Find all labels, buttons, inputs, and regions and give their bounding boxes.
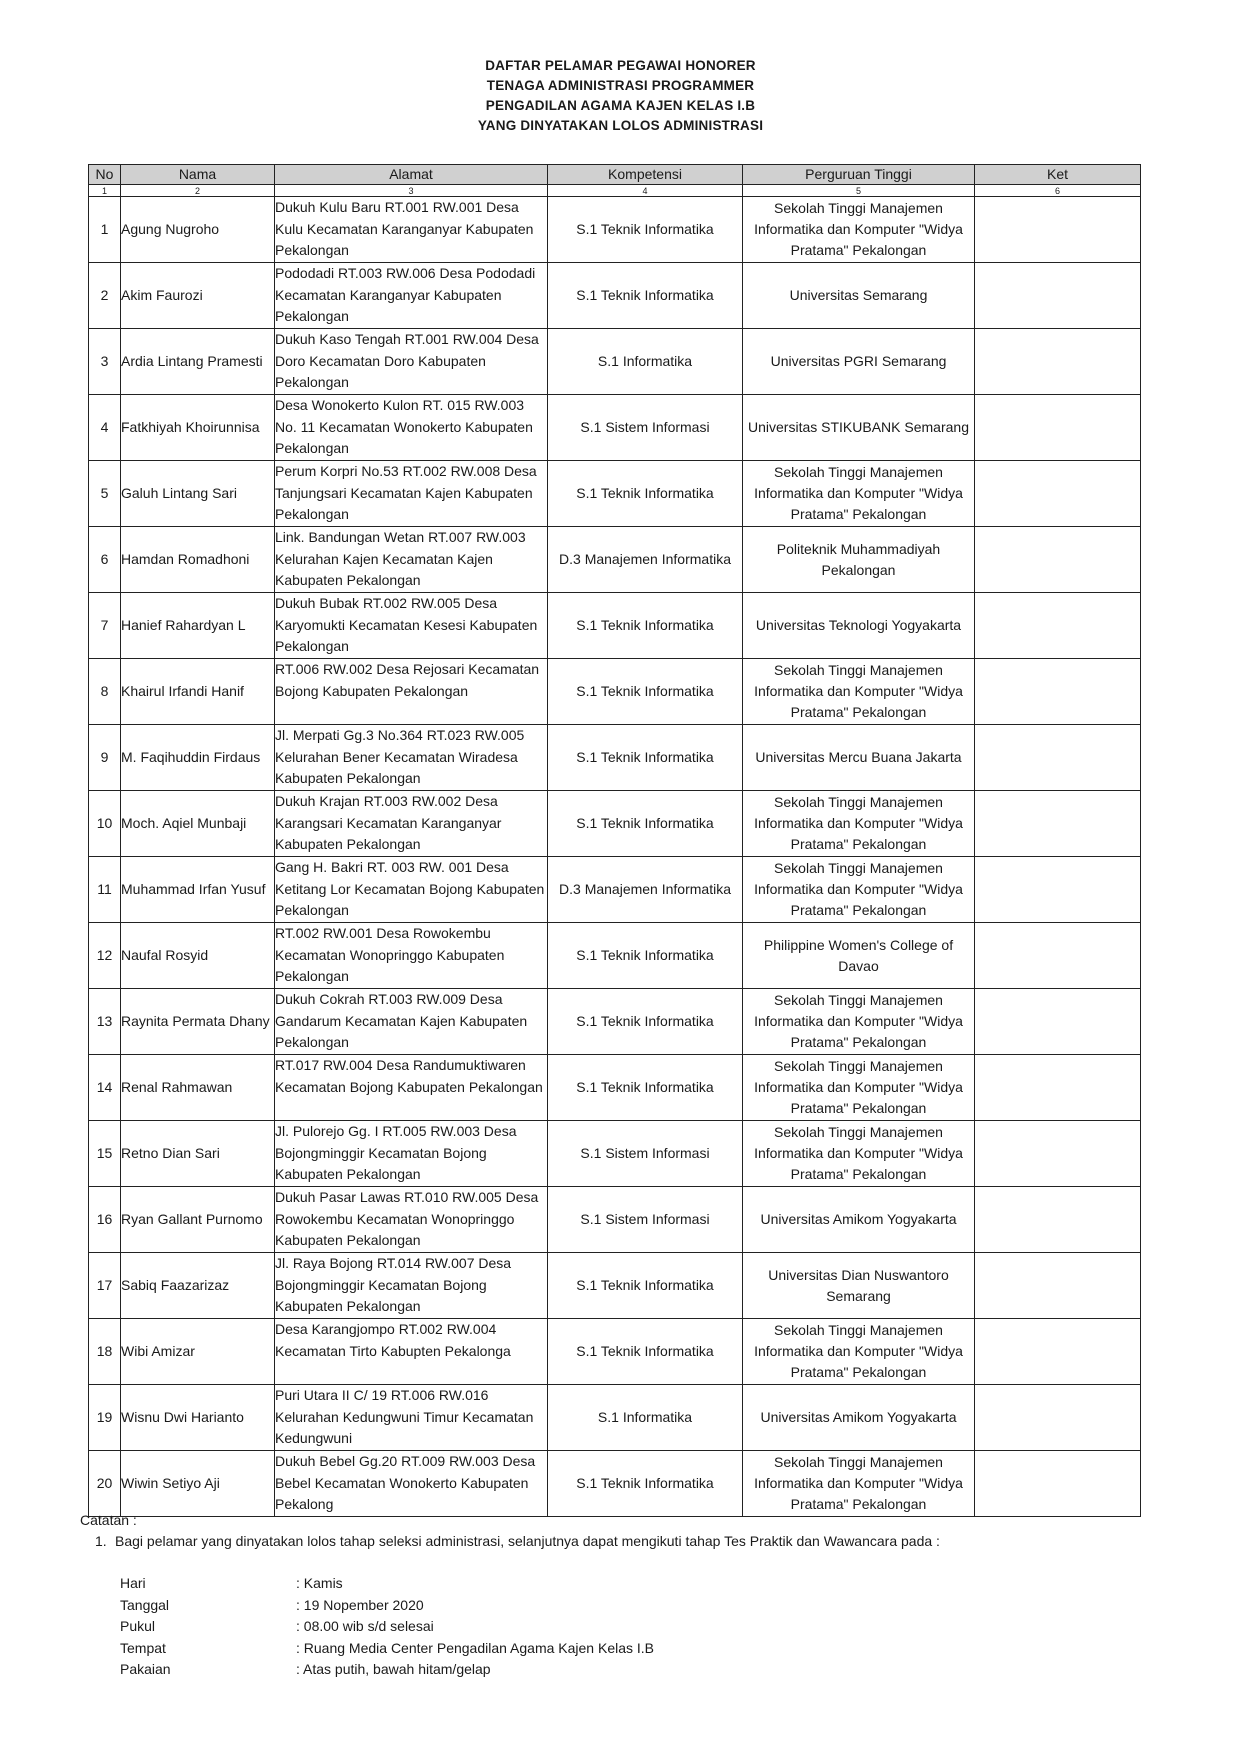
cell-ket bbox=[975, 725, 1141, 791]
cell-nama: Naufal Rosyid bbox=[121, 923, 275, 989]
cell-alamat: Jl. Pulorejo Gg. I RT.005 RW.003 Desa Bojongminggir Kecamatan Bojong Kabupaten Pekalongan bbox=[275, 1121, 548, 1187]
cell-kompetensi: S.1 Sistem Informasi bbox=[548, 1187, 743, 1253]
cell-perguruan-tinggi: Universitas STIKUBANK Semarang bbox=[743, 395, 975, 461]
cell-nama: Sabiq Faazarizaz bbox=[121, 1253, 275, 1319]
cell-ket bbox=[975, 461, 1141, 527]
cell-perguruan-tinggi: Sekolah Tinggi Manajemen Informatika dan Komputer "Widya Pratama" Pekalongan bbox=[743, 197, 975, 263]
cell-perguruan-tinggi: Sekolah Tinggi Manajemen Informatika dan Komputer "Widya Pratama" Pekalongan bbox=[743, 461, 975, 527]
note-number: 1. bbox=[95, 1533, 107, 1549]
column-number: 3 bbox=[275, 185, 548, 197]
table-row bbox=[89, 1121, 1141, 1187]
table-row bbox=[89, 791, 1141, 857]
table-row bbox=[89, 197, 1141, 263]
cell-kompetensi: S.1 Teknik Informatika bbox=[548, 593, 743, 659]
cell-kompetensi: S.1 Sistem Informasi bbox=[548, 395, 743, 461]
cell-perguruan-tinggi: Universitas PGRI Semarang bbox=[743, 329, 975, 395]
cell-nama: Ryan Gallant Purnomo bbox=[121, 1187, 275, 1253]
table-row bbox=[89, 857, 1141, 923]
table-row bbox=[89, 461, 1141, 527]
cell-alamat: Jl. Merpati Gg.3 No.364 RT.023 RW.005 Kelurahan Bener Kecamatan Wiradesa Kabupaten Pekalongan bbox=[275, 725, 548, 791]
cell-nama: Wiwin Setiyo Aji bbox=[121, 1451, 275, 1517]
cell-no: 6 bbox=[89, 527, 121, 593]
column-number-row bbox=[89, 185, 1141, 197]
schedule-label: Tanggal bbox=[120, 1596, 170, 1613]
cell-no: 8 bbox=[89, 659, 121, 725]
header-alamat: Alamat bbox=[275, 165, 548, 185]
title-line-4: YANG DINYATAKAN LOLOS ADMINISTRASI bbox=[477, 118, 764, 133]
cell-nama: Muhammad Irfan Yusuf bbox=[121, 857, 275, 923]
cell-no: 5 bbox=[89, 461, 121, 527]
title-line-1: DAFTAR PELAMAR PEGAWAI HONORER bbox=[485, 58, 756, 73]
cell-no: 16 bbox=[89, 1187, 121, 1253]
cell-alamat: Dukuh Kaso Tengah RT.001 RW.004 Desa Doro Kecamatan Doro Kabupaten Pekalongan bbox=[275, 329, 548, 395]
cell-no: 20 bbox=[89, 1451, 121, 1517]
cell-perguruan-tinggi: Politeknik Muhammadiyah Pekalongan bbox=[743, 527, 975, 593]
cell-alamat: Link. Bandungan Wetan RT.007 RW.003 Kelurahan Kajen Kecamatan Kajen Kabupaten Pekalongan bbox=[275, 527, 548, 593]
cell-alamat: Dukuh Cokrah RT.003 RW.009 Desa Gandarum Kecamatan Kajen Kabupaten Pekalongan bbox=[275, 989, 548, 1055]
cell-perguruan-tinggi: Universitas Dian Nuswantoro Semarang bbox=[743, 1253, 975, 1319]
note-item bbox=[80, 1531, 940, 1552]
cell-perguruan-tinggi: Sekolah Tinggi Manajemen Informatika dan Komputer "Widya Pratama" Pekalongan bbox=[743, 1451, 975, 1517]
cell-perguruan-tinggi: Philippine Women's College of Davao bbox=[743, 923, 975, 989]
cell-kompetensi: S.1 Informatika bbox=[548, 329, 743, 395]
applicant-table bbox=[88, 164, 1141, 1517]
cell-perguruan-tinggi: Universitas Semarang bbox=[743, 263, 975, 329]
cell-kompetensi: S.1 Teknik Informatika bbox=[548, 725, 743, 791]
cell-alamat: RT.002 RW.001 Desa Rowokembu Kecamatan Wonopringgo Kabupaten Pekalongan bbox=[275, 923, 548, 989]
cell-perguruan-tinggi: Universitas Mercu Buana Jakarta bbox=[743, 725, 975, 791]
cell-kompetensi: S.1 Teknik Informatika bbox=[548, 659, 743, 725]
cell-kompetensi: D.3 Manajemen Informatika bbox=[548, 527, 743, 593]
column-number: 6 bbox=[975, 185, 1141, 197]
cell-ket bbox=[975, 329, 1141, 395]
cell-no: 1 bbox=[89, 197, 121, 263]
cell-ket bbox=[975, 1451, 1141, 1517]
table-row bbox=[89, 395, 1141, 461]
cell-alamat: Desa Karangjompo RT.002 RW.004 Kecamatan Tirto Kabupten Pekalonga bbox=[275, 1319, 548, 1385]
schedule-value: : Ruang Media Center Pengadilan Agama Kajen Kelas I.B bbox=[296, 1639, 655, 1656]
cell-nama: Ardia Lintang Pramesti bbox=[121, 329, 275, 395]
header-nama: Nama bbox=[121, 165, 275, 185]
cell-ket bbox=[975, 1055, 1141, 1121]
table-header-row bbox=[89, 165, 1141, 185]
cell-alamat: RT.017 RW.004 Desa Randumuktiwaren Kecamatan Bojong Kabupaten Pekalongan bbox=[275, 1055, 548, 1121]
cell-no: 7 bbox=[89, 593, 121, 659]
cell-no: 10 bbox=[89, 791, 121, 857]
cell-nama: Khairul Irfandi Hanif bbox=[121, 659, 275, 725]
cell-perguruan-tinggi: Universitas Amikom Yogyakarta bbox=[743, 1187, 975, 1253]
cell-nama: Hamdan Romadhoni bbox=[121, 527, 275, 593]
notes-heading: Catatan : bbox=[80, 1512, 137, 1528]
cell-ket bbox=[975, 197, 1141, 263]
cell-no: 13 bbox=[89, 989, 121, 1055]
cell-kompetensi: S.1 Teknik Informatika bbox=[548, 461, 743, 527]
table-row bbox=[89, 329, 1141, 395]
table-body bbox=[89, 197, 1141, 1517]
cell-alamat: Perum Korpri No.53 RT.002 RW.008 Desa Tanjungsari Kecamatan Kajen Kabupaten Pekalongan bbox=[275, 461, 548, 527]
schedule-value: : Atas putih, bawah hitam/gelap bbox=[296, 1661, 491, 1677]
table-row bbox=[89, 659, 1141, 725]
header-no: No bbox=[89, 165, 121, 185]
cell-alamat: Dukuh Krajan RT.003 RW.002 Desa Karangsari Kecamatan Karanganyar Kabupaten Pekalongan bbox=[275, 791, 548, 857]
cell-alamat: Puri Utara II C/ 19 RT.006 RW.016 Kelurahan Kedungwuni Timur Kecamatan Kedungwuni bbox=[275, 1385, 548, 1451]
cell-ket bbox=[975, 923, 1141, 989]
cell-kompetensi: S.1 Sistem Informasi bbox=[548, 1121, 743, 1187]
cell-ket bbox=[975, 857, 1141, 923]
cell-no: 14 bbox=[89, 1055, 121, 1121]
cell-alamat: Dukuh Kulu Baru RT.001 RW.001 Desa Kulu Kecamatan Karanganyar Kabupaten Pekalongan bbox=[275, 197, 548, 263]
cell-nama: Retno Dian Sari bbox=[121, 1121, 275, 1187]
table-row bbox=[89, 1055, 1141, 1121]
cell-alamat: Dukuh Pasar Lawas RT.010 RW.005 Desa Rowokembu Kecamatan Wonopringgo Kabupaten Pekalongan bbox=[275, 1187, 548, 1253]
cell-no: 11 bbox=[89, 857, 121, 923]
cell-no: 19 bbox=[89, 1385, 121, 1451]
schedule-value: : 19 Nopember 2020 bbox=[296, 1596, 424, 1613]
cell-alamat: RT.006 RW.002 Desa Rejosari Kecamatan Bojong Kabupaten Pekalongan bbox=[275, 659, 548, 725]
cell-alamat: Dukuh Bubak RT.002 RW.005 Desa Karyomukti Kecamatan Kesesi Kabupaten Pekalongan bbox=[275, 593, 548, 659]
cell-perguruan-tinggi: Sekolah Tinggi Manajemen Informatika dan Komputer "Widya Pratama" Pekalongan bbox=[743, 989, 975, 1055]
table-row bbox=[89, 989, 1141, 1055]
column-number: 5 bbox=[743, 185, 975, 197]
cell-ket bbox=[975, 791, 1141, 857]
cell-ket bbox=[975, 527, 1141, 593]
column-number: 2 bbox=[121, 185, 275, 197]
cell-kompetensi: S.1 Teknik Informatika bbox=[548, 263, 743, 329]
cell-kompetensi: S.1 Teknik Informatika bbox=[548, 1451, 743, 1517]
cell-ket bbox=[975, 1319, 1141, 1385]
cell-kompetensi: S.1 Teknik Informatika bbox=[548, 923, 743, 989]
cell-ket bbox=[975, 1385, 1141, 1451]
cell-alamat: Jl. Raya Bojong RT.014 RW.007 Desa Bojongminggir Kecamatan Bojong Kabupaten Pekalongan bbox=[275, 1253, 548, 1319]
note-text: Bagi pelamar yang dinyatakan lolos tahap seleksi administrasi, selanjutnya dapat mengikuti tahap Tes Praktik dan Wawancara pada : bbox=[115, 1533, 940, 1549]
document-title bbox=[0, 56, 1241, 136]
title-line-2: TENAGA ADMINISTRASI PROGRAMMER bbox=[486, 78, 755, 93]
cell-nama: Galuh Lintang Sari bbox=[121, 461, 275, 527]
cell-kompetensi: S.1 Teknik Informatika bbox=[548, 1055, 743, 1121]
table-row bbox=[89, 1319, 1141, 1385]
cell-nama: Akim Faurozi bbox=[121, 263, 275, 329]
schedule-label: Pukul bbox=[120, 1618, 156, 1634]
cell-no: 3 bbox=[89, 329, 121, 395]
column-number: 4 bbox=[548, 185, 743, 197]
table-row bbox=[89, 923, 1141, 989]
cell-perguruan-tinggi: Sekolah Tinggi Manajemen Informatika dan Komputer "Widya Pratama" Pekalongan bbox=[743, 1121, 975, 1187]
cell-ket bbox=[975, 989, 1141, 1055]
cell-no: 12 bbox=[89, 923, 121, 989]
cell-nama: Wibi Amizar bbox=[121, 1319, 275, 1385]
cell-no: 15 bbox=[89, 1121, 121, 1187]
title-line-3: PENGADILAN AGAMA KAJEN KELAS I.B bbox=[485, 98, 756, 113]
cell-perguruan-tinggi: Sekolah Tinggi Manajemen Informatika dan Komputer "Widya Pratama" Pekalongan bbox=[743, 1055, 975, 1121]
table-row bbox=[89, 593, 1141, 659]
column-number: 1 bbox=[89, 185, 121, 197]
cell-nama: Renal Rahmawan bbox=[121, 1055, 275, 1121]
cell-nama: Moch. Aqiel Munbaji bbox=[121, 791, 275, 857]
header-perguruan-tinggi: Perguruan Tinggi bbox=[743, 165, 975, 185]
table-row bbox=[89, 725, 1141, 791]
cell-no: 2 bbox=[89, 263, 121, 329]
schedule-label: Pakaian bbox=[120, 1661, 171, 1677]
notes-section bbox=[80, 1510, 940, 1552]
cell-kompetensi: S.1 Teknik Informatika bbox=[548, 1253, 743, 1319]
cell-alamat: Pododadi RT.003 RW.006 Desa Pododadi Kecamatan Karanganyar Kabupaten Pekalongan bbox=[275, 263, 548, 329]
header-ket: Ket bbox=[975, 165, 1141, 185]
cell-nama: Wisnu Dwi Harianto bbox=[121, 1385, 275, 1451]
cell-nama: Agung Nugroho bbox=[121, 197, 275, 263]
cell-perguruan-tinggi: Sekolah Tinggi Manajemen Informatika dan Komputer "Widya Pratama" Pekalongan bbox=[743, 659, 975, 725]
cell-no: 9 bbox=[89, 725, 121, 791]
cell-ket bbox=[975, 263, 1141, 329]
cell-alamat: Gang H. Bakri RT. 003 RW. 001 Desa Ketitang Lor Kecamatan Bojong Kabupaten Pekalongan bbox=[275, 857, 548, 923]
cell-ket bbox=[975, 1121, 1141, 1187]
cell-nama: Hanief Rahardyan L bbox=[121, 593, 275, 659]
cell-no: 4 bbox=[89, 395, 121, 461]
header-kompetensi: Kompetensi bbox=[548, 165, 743, 185]
cell-no: 17 bbox=[89, 1253, 121, 1319]
table-row bbox=[89, 1451, 1141, 1517]
cell-ket bbox=[975, 659, 1141, 725]
schedule-label: Tempat bbox=[120, 1639, 166, 1656]
schedule-value: : Kamis bbox=[296, 1575, 343, 1591]
cell-kompetensi: D.3 Manajemen Informatika bbox=[548, 857, 743, 923]
cell-kompetensi: S.1 Teknik Informatika bbox=[548, 989, 743, 1055]
cell-kompetensi: S.1 Teknik Informatika bbox=[548, 1319, 743, 1385]
cell-no: 18 bbox=[89, 1319, 121, 1385]
schedule-value: : 08.00 wib s/d selesai bbox=[296, 1618, 434, 1634]
schedule-label: Hari bbox=[120, 1575, 146, 1591]
cell-nama: M. Faqihuddin Firdaus bbox=[121, 725, 275, 791]
cell-perguruan-tinggi: Sekolah Tinggi Manajemen Informatika dan Komputer "Widya Pratama" Pekalongan bbox=[743, 791, 975, 857]
table-row bbox=[89, 527, 1141, 593]
cell-alamat: Dukuh Bebel Gg.20 RT.009 RW.003 Desa Bebel Kecamatan Wonokerto Kabupaten Pekalong bbox=[275, 1451, 548, 1517]
table-row bbox=[89, 1385, 1141, 1451]
cell-nama: Raynita Permata Dhany bbox=[121, 989, 275, 1055]
cell-alamat: Desa Wonokerto Kulon RT. 015 RW.003 No. 11 Kecamatan Wonokerto Kabupaten Pekalongan bbox=[275, 395, 548, 461]
table-row bbox=[89, 1187, 1141, 1253]
cell-ket bbox=[975, 593, 1141, 659]
cell-perguruan-tinggi: Universitas Teknologi Yogyakarta bbox=[743, 593, 975, 659]
cell-kompetensi: S.1 Teknik Informatika bbox=[548, 791, 743, 857]
cell-ket bbox=[975, 1187, 1141, 1253]
cell-perguruan-tinggi: Sekolah Tinggi Manajemen Informatika dan Komputer "Widya Pratama" Pekalongan bbox=[743, 1319, 975, 1385]
table-row bbox=[89, 263, 1141, 329]
cell-kompetensi: S.1 Informatika bbox=[548, 1385, 743, 1451]
cell-nama: Fatkhiyah Khoirunnisa bbox=[121, 395, 275, 461]
cell-ket bbox=[975, 395, 1141, 461]
cell-perguruan-tinggi: Universitas Amikom Yogyakarta bbox=[743, 1385, 975, 1451]
cell-perguruan-tinggi: Sekolah Tinggi Manajemen Informatika dan Komputer "Widya Pratama" Pekalongan bbox=[743, 857, 975, 923]
cell-ket bbox=[975, 1253, 1141, 1319]
cell-kompetensi: S.1 Teknik Informatika bbox=[548, 197, 743, 263]
table-row bbox=[89, 1253, 1141, 1319]
